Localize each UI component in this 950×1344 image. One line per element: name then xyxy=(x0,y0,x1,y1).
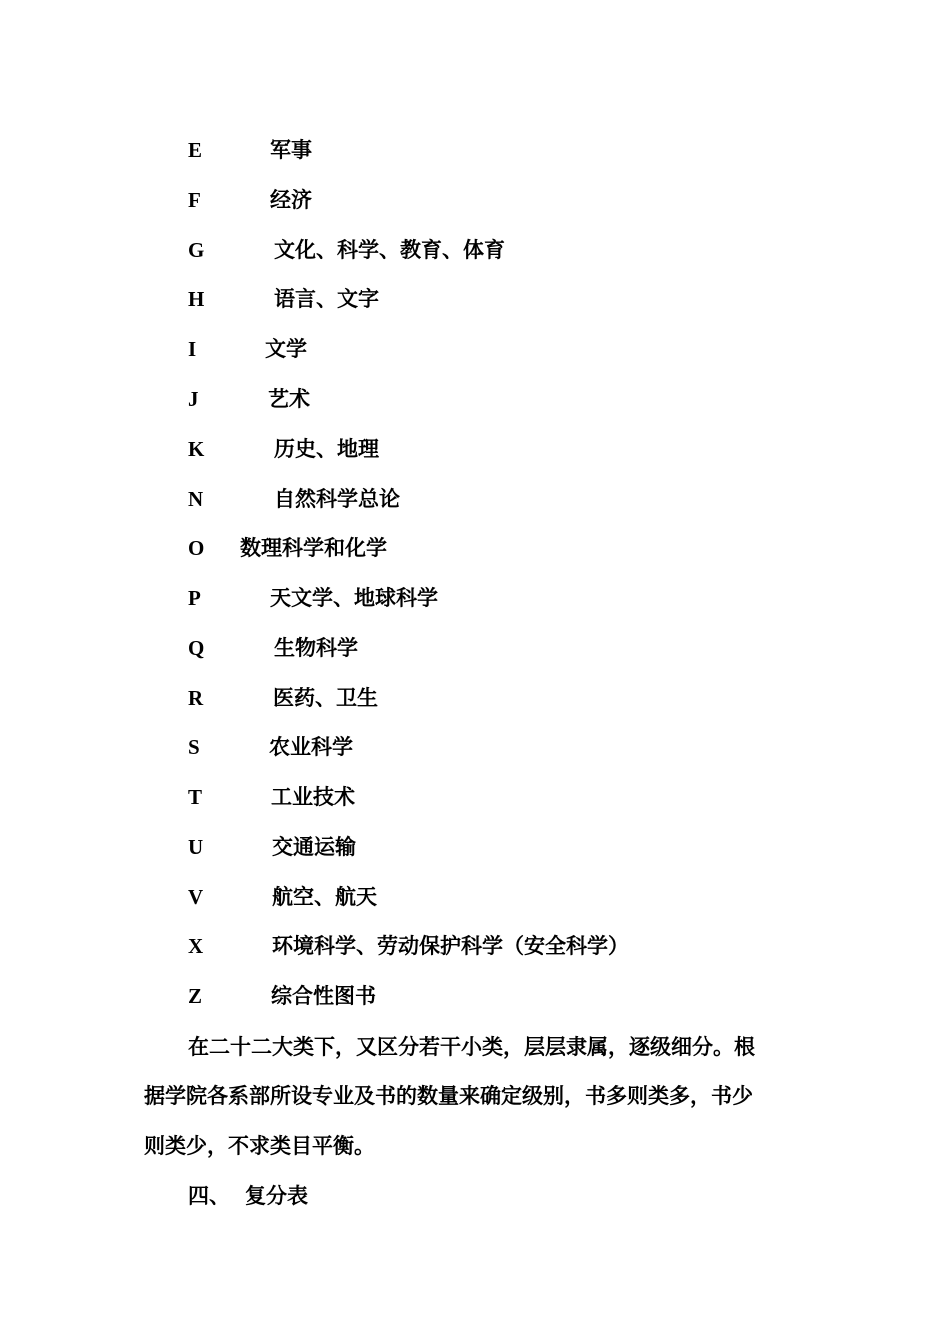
class-code: N xyxy=(188,487,204,511)
class-code: T xyxy=(188,785,203,809)
class-name: 交通运输 xyxy=(272,835,356,859)
class-name: 综合性图书 xyxy=(271,984,376,1008)
class-name: 历史、地理 xyxy=(274,437,379,461)
paragraph-line-2: 据学院各系部所设专业及书的数量来确定级别，书多则类多，书少 xyxy=(144,1084,753,1108)
class-code: U xyxy=(188,835,204,859)
class-name: 文化、科学、教育、体育 xyxy=(274,238,505,262)
class-name: 艺术 xyxy=(268,387,310,411)
paragraph-line-1: 在二十二大类下，又区分若干小类，层层隶属，逐级细分。根 xyxy=(188,1035,755,1059)
class-name: 生物科学 xyxy=(274,636,358,660)
class-name: 环境科学、劳动保护科学（安全科学） xyxy=(272,934,629,958)
class-name: 航空、航天 xyxy=(272,885,377,909)
class-code: X xyxy=(188,934,204,958)
paragraph-line-3: 则类少，不求类目平衡。 xyxy=(144,1134,375,1158)
class-code: S xyxy=(188,735,200,759)
class-code: Z xyxy=(188,984,203,1008)
class-code: R xyxy=(188,686,204,710)
class-code: P xyxy=(188,586,201,610)
class-name: 医药、卫生 xyxy=(273,686,378,710)
class-name: 农业科学 xyxy=(269,735,353,759)
class-code: H xyxy=(188,287,205,311)
section-title: 复分表 xyxy=(245,1184,308,1208)
class-code: K xyxy=(188,437,205,461)
class-name: 自然科学总论 xyxy=(274,487,400,511)
class-code: F xyxy=(188,188,201,212)
class-code: O xyxy=(188,536,205,560)
class-code: J xyxy=(188,387,199,411)
class-name: 军事 xyxy=(270,138,312,162)
class-code: I xyxy=(188,337,197,361)
class-code: V xyxy=(188,885,204,909)
class-code: G xyxy=(188,238,205,262)
class-code: E xyxy=(188,138,203,162)
class-name: 天文学、地球科学 xyxy=(270,586,438,610)
section-number: 四、 xyxy=(188,1184,230,1208)
class-name: 文学 xyxy=(265,337,307,361)
class-name: 工业技术 xyxy=(271,785,355,809)
class-name: 语言、文字 xyxy=(274,287,379,311)
class-name: 经济 xyxy=(270,188,312,212)
class-name: 数理科学和化学 xyxy=(240,536,387,560)
class-code: Q xyxy=(188,636,205,660)
